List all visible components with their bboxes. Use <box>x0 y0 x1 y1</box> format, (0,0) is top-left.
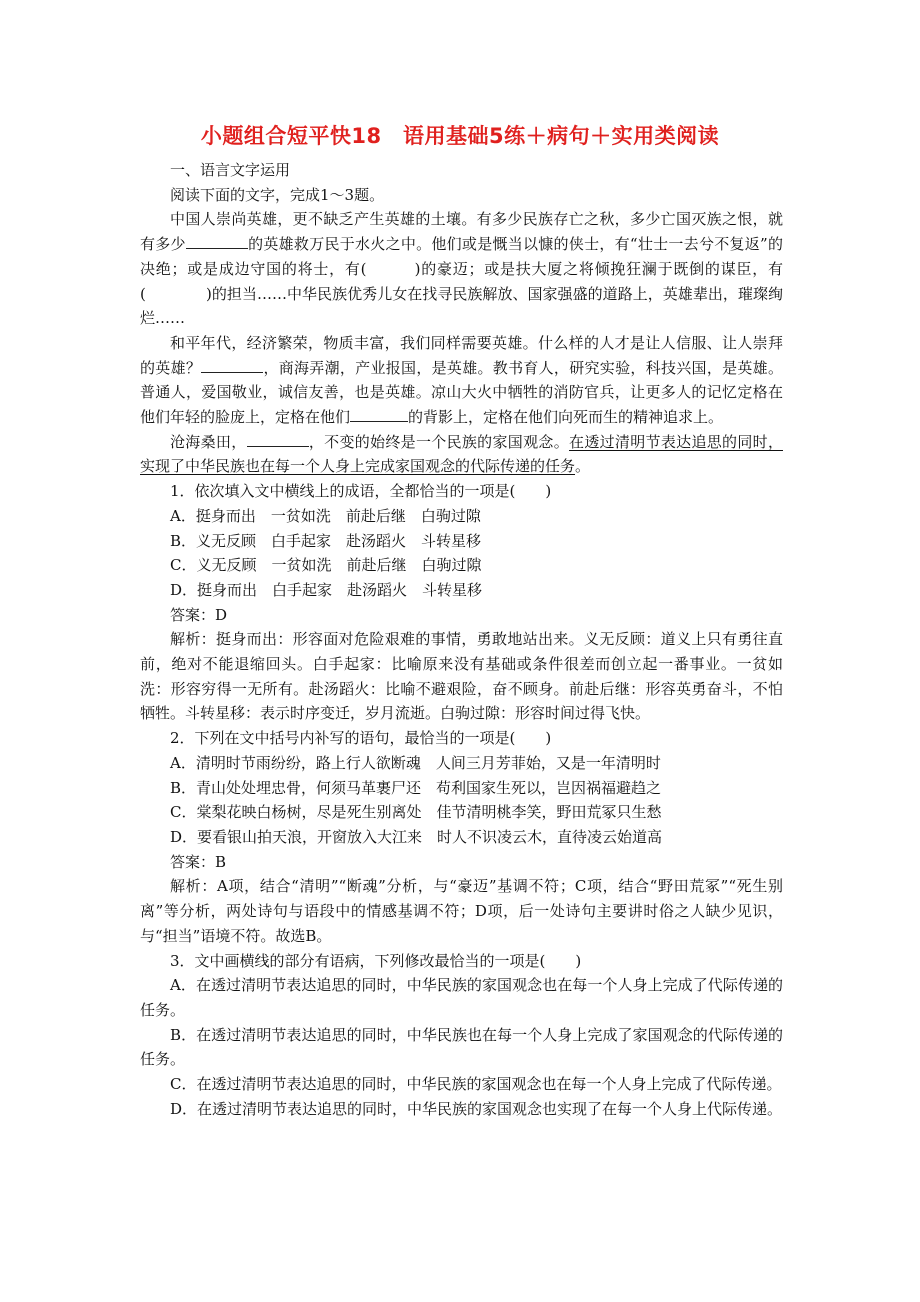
passage-paragraph-3 <box>140 430 783 479</box>
question-2-option-a: A．清明时节雨纷纷，路上行人欲断魂 人间三月芳菲始，又是一年清明时 <box>170 753 661 772</box>
passage-paragraph-1 <box>140 207 783 331</box>
question-2-option-c: C．棠梨花映白杨树，尽是死生别离处 佳节清明桃李笑，野田荒冢只生愁 <box>170 803 662 822</box>
passage-text: 中国人崇尚英雄，更不缺乏产生英雄的土壤。有多少民族存亡之秋，多少亡国灭族之恨，就有多少 <box>140 210 783 254</box>
question-1-option-a: A．挺身而出 一贫如洗 前赴后继 白驹过隙 <box>170 506 481 525</box>
instruction: 阅读下面的文字，完成1～3题。 <box>170 185 385 204</box>
fill-blank <box>350 407 408 422</box>
passage-paragraph-2 <box>140 331 783 430</box>
question-1-answer: 答案：D <box>170 605 228 624</box>
document-body <box>140 158 783 1121</box>
passage-text: 的英雄救万民于水火之中。他们或是慨当以慷的侠士，有“壮士一去兮不复返”的决绝；或是成边守国的将士，有( )的豪迈；或是扶大厦之将倾挽狂澜于既倒的谋臣，有( )的担当……中华民族优秀儿女在找寻民族解放、国家强盛的道路上，英雄辈出，璀璨绚烂…… <box>140 235 783 328</box>
passage-text: ，商海弄潮，产业报国，是英雄。教书育人，研究实验，科技兴国，是英雄。普通人，爱国敬业，诚信友善，也是英雄。凉山大火中牺牲的消防官兵，让更多人的记忆定格在他们年轻的脸庞上，定格在他们 <box>140 358 783 427</box>
question-2-option-d: D．要看银山拍天浪，开窗放入大江来 时人不识凌云木，直待凌云始道高 <box>170 827 663 846</box>
underlined-sentence: 在透过清明节表达追思的同时，实现了中华民族也在每一个人身上完成家国观念的代际传递的任务 <box>140 432 783 476</box>
question-3-option-d: D．在透过清明节表达追思的同时，中华民族的家国观念也实现了在每一个人身上代际传递。 <box>170 1099 783 1118</box>
passage-text: ，不变的始终是一个民族的家国观念。 <box>308 432 570 451</box>
question-3-option-b: B．在透过清明节表达追思的同时，中华民族也在每一个人身上完成了家国观念的代际传递的任务。 <box>140 1025 783 1069</box>
question-1-option-b: B．义无反顾 白手起家 赴汤蹈火 斗转星移 <box>170 531 482 550</box>
fill-blank <box>247 432 309 447</box>
question-1-analysis: 解析：挺身而出：形容面对危险艰难的事情，勇敢地站出来。义无反顾：道义上只有勇往直前，绝对不能退缩回头。白手起家：比喻原来没有基础或条件很差而创立起一番事业。一贫如洗：形容穷得一无所有。赴汤蹈火：比喻不避艰险，奋不顾身。前赴后继：形容英勇奋斗，不怕牺牲。斗转星移：表示时序变迁，岁月流逝。白驹过隙：形容时间过得飞快。 <box>140 630 783 723</box>
question-2-stem: 2．下列在文中括号内补写的语句，最恰当的一项是( ) <box>170 729 552 748</box>
question-1-option-d: D．挺身而出 白手起家 赴汤蹈火 斗转星移 <box>170 580 483 599</box>
question-2-analysis: 解析：A项，结合“清明”“断魂”分析，与“豪迈”基调不符；C项，结合“野田荒冢”“死生别离”等分析，两处诗句与语段中的情感基调不符；D项，后一处诗句主要讲时俗之人缺少见识，与“担当”语境不符。故选B。 <box>140 877 783 945</box>
fill-blank <box>201 358 263 373</box>
question-2-answer: 答案：B <box>170 852 227 871</box>
passage-text: 和平年代，经济繁荣，物质丰富，我们同样需要英雄。什么样的人才是让人信服、让人崇拜的英雄？ <box>140 333 783 377</box>
passage-text: 。 <box>575 457 591 476</box>
question-3-option-c: C．在透过清明节表达追思的同时，中华民族的家国观念也在每一个人身上完成了代际传递。 <box>170 1075 782 1094</box>
section-heading: 一、语言文字运用 <box>170 161 291 179</box>
question-3-stem: 3．文中画横线的部分有语病，下列修改最恰当的一项是( ) <box>170 951 582 970</box>
passage-text: 沧海桑田， <box>170 432 247 451</box>
fill-blank <box>186 234 248 249</box>
question-1-stem: 1．依次填入文中横线上的成语，全都恰当的一项是( ) <box>170 482 552 501</box>
passage-text: 的背影上，定格在他们向死而生的精神追求上。 <box>408 408 724 427</box>
question-1-option-c: C．义无反顾 一贫如洗 前赴后继 白驹过隙 <box>170 556 482 575</box>
question-3-option-a: A．在透过清明节表达追思的同时，中华民族的家国观念也在每一个人身上完成了代际传递的任务。 <box>140 976 783 1019</box>
question-2-option-b: B．青山处处埋忠骨，何须马革裹尸还 苟利国家生死以，岂因祸福避趋之 <box>170 778 662 797</box>
page-title: 小题组合短平快18 语用基础5练＋病句＋实用类阅读 <box>200 124 720 148</box>
